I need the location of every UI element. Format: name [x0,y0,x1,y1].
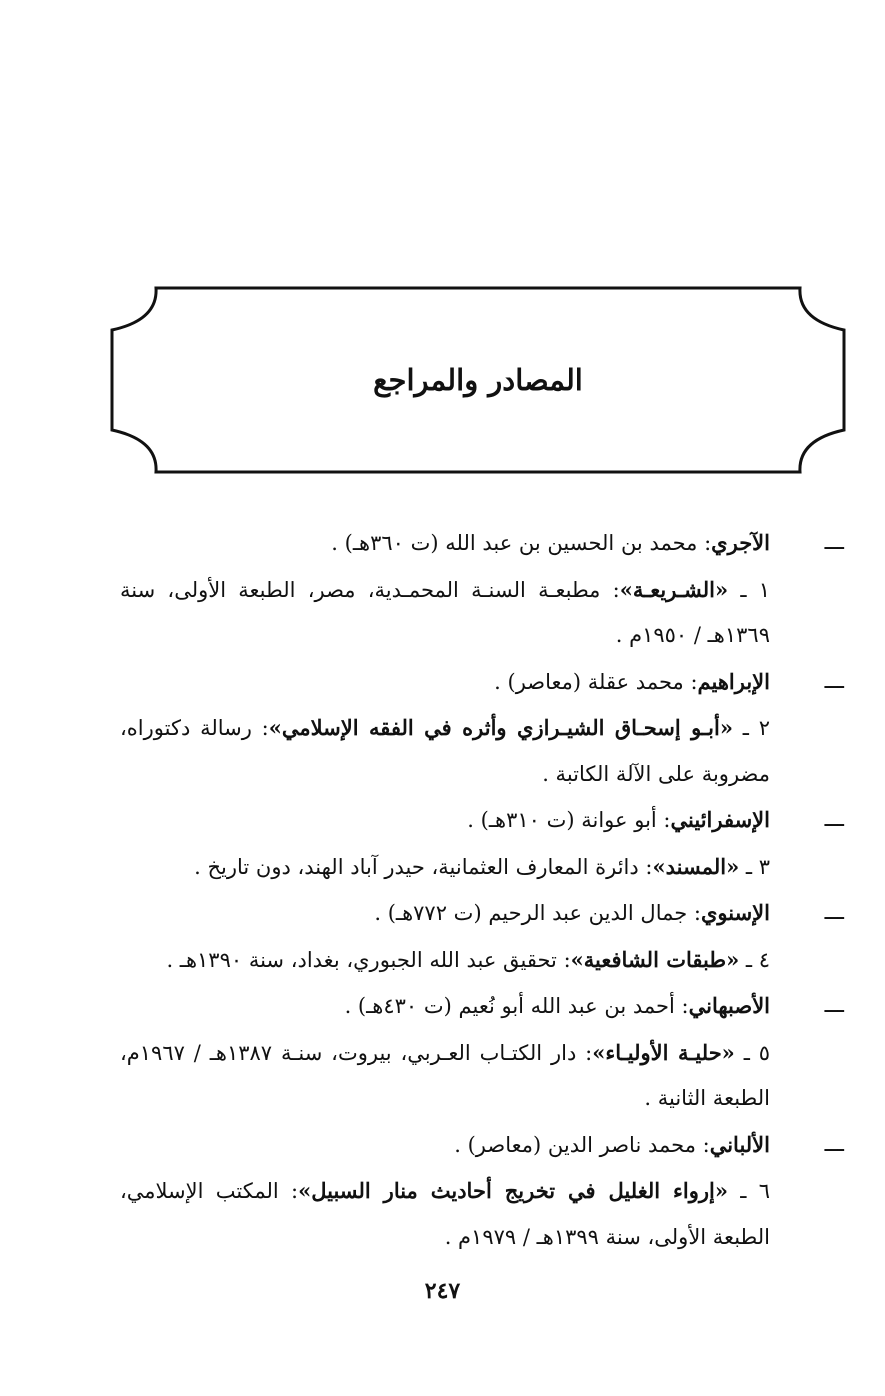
work-entry [120,937,770,984]
work-entry [120,567,770,659]
author-name: الإسفرائيني [670,807,770,832]
work-number: ٦ ـ [740,1179,770,1203]
work-title: «طبقات الشافعية» [570,946,740,972]
author-details: : أبو عوانة (ت ٣١٠هـ) . [467,808,671,832]
entry-dash: ـــ [824,1131,844,1157]
work-entry [120,705,770,797]
work-number: ٢ ـ [742,716,771,740]
author-name: الآجري [711,530,770,555]
work-number: ٣ ـ [745,854,770,879]
references-list [120,520,844,1260]
author-details: : أحمد بن عبد الله أبو نُعيم (ت ٤٣٠هـ) . [344,994,689,1018]
author-entry [120,797,844,844]
page-number: ٢٤٧ [424,1278,461,1304]
entry-dash: ـــ [824,807,844,832]
entry-dash: ـــ [824,993,844,1018]
author-entry [120,659,844,706]
author-entry [120,890,844,937]
author-details: : محمد عقلة (معاصر) . [494,669,698,694]
author-name: الإسنوي [700,900,770,925]
author-details: : جمال الدين عبد الرحيم (ت ٧٧٢هـ) . [374,901,701,925]
work-title: «المسند» [652,853,740,879]
author-name: الأصبهاني [688,993,770,1018]
author-name: الألباني [709,1131,770,1157]
work-entry [120,1030,770,1122]
author-entry [120,983,844,1030]
heading-frame [108,284,848,476]
work-details: : رسالة دكتوراه، مضروبة على الآلة الكاتبة . [120,716,770,786]
work-entry [120,1168,770,1260]
work-title: «الشـريعـة» [619,576,729,602]
work-details: : دائرة المعارف العثمانية، حيدر آباد الهند، دون تاريخ . [194,854,653,879]
work-title: «حليـة الأوليـاء» [592,1039,735,1065]
work-title: «أبـو إسحـاق الشيـرازي وأثره في الفقه الإسلامي» [268,715,733,740]
entry-dash: ـــ [824,530,844,555]
author-details: : محمد بن الحسين بن عبد الله (ت ٣٦٠هـ) . [331,531,712,555]
author-details: : محمد ناصر الدين (معاصر) . [454,1132,710,1157]
work-details: : تحقيق عبد الله الجبوري، بغداد، سنة ١٣٩٠هـ . [166,947,571,972]
author-entry [120,1122,844,1169]
work-details: : دار الكتـاب العـربي، بيروت، سنـة ١٣٨٧هـ / ١٩٦٧م، الطبعة الثانية . [120,1040,770,1110]
work-details: : المكتب الإسلامي، الطبعة الأولى، سنة ١٣٩٩هـ / ١٩٧٩م . [120,1179,770,1249]
entry-dash: ـــ [824,900,844,925]
author-entry [120,520,844,567]
work-title: «إرواء الغليل في تخريج أحاديث منار السبيل» [298,1178,728,1203]
work-entry [120,844,770,891]
page-title: المصادر والمراجع [373,363,583,397]
author-name: الإبراهيم [697,668,770,694]
entry-dash: ـــ [824,668,844,694]
work-number: ٥ ـ [743,1040,770,1065]
work-details: : مطبعـة السنـة المحمـدية، مصر، الطبعة الأولى، سنة ١٣٦٩هـ / ١٩٥٠م . [120,577,770,647]
work-number: ١ ـ [740,577,770,602]
work-number: ٤ ـ [745,947,770,972]
